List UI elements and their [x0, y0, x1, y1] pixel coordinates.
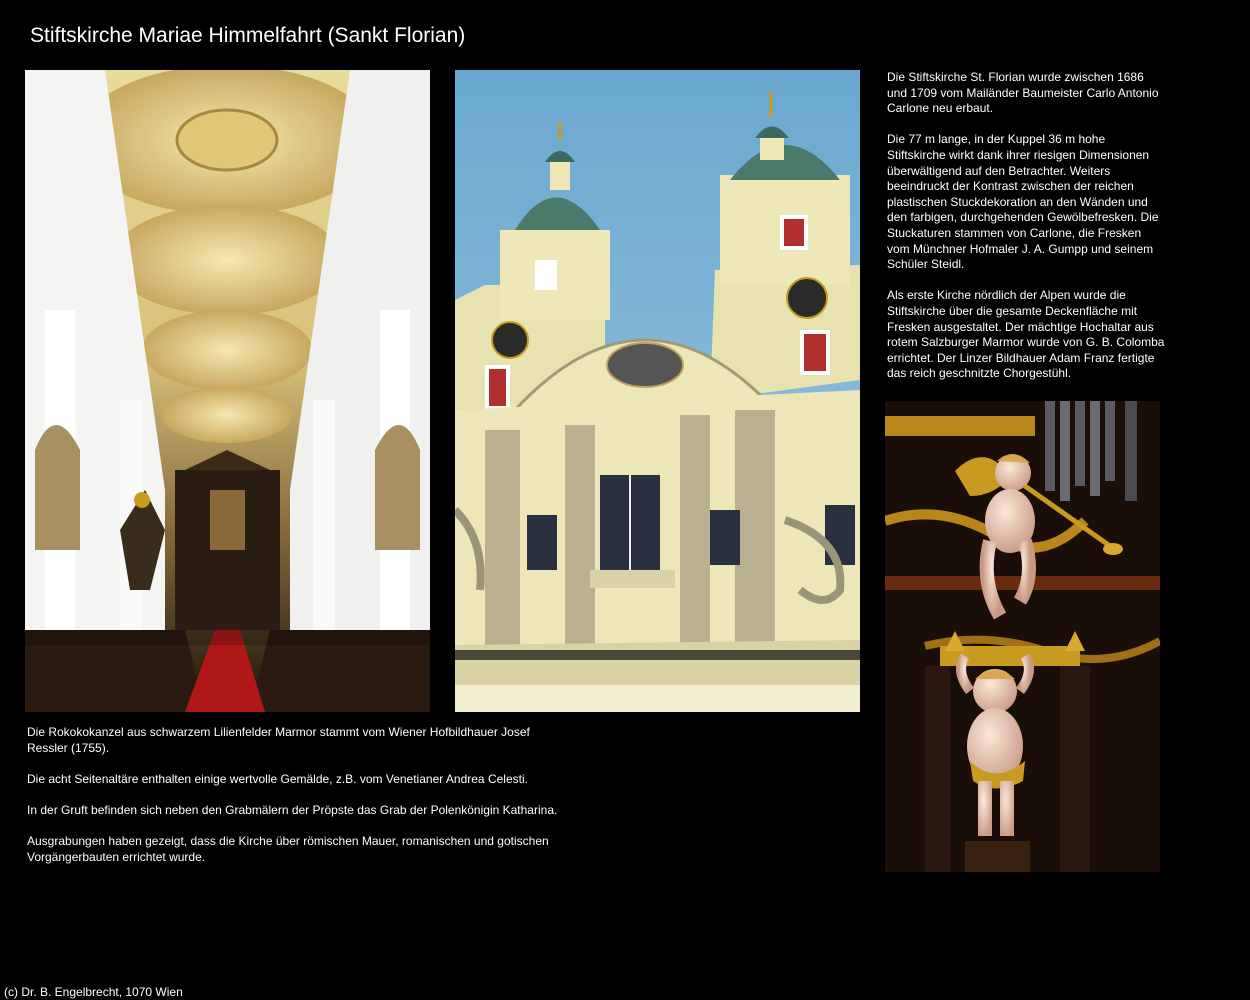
paragraph-history: Die Stiftskirche St. Florian wurde zwischen 1686 und 1709 vom Mailänder Baumeister Carlo Antonio Carlone neu erbaut.: [887, 70, 1159, 116]
description-bottom: [27, 725, 562, 881]
paragraph-side-altars: Die acht Seitenaltäre enthalten einige wertvolle Gemälde, z.B. vom Venetianer Andrea Celesti.: [27, 771, 528, 786]
paragraph-excavations: Ausgrabungen haben gezeigt, dass die Kirche über römischen Mauer, romanischen und gotischen Vorgängerbauten errichtet wurde.: [27, 834, 549, 864]
photo-church-interior[interactable]: [25, 70, 430, 712]
copyright-footer: (c) Dr. B. Engelbrecht, 1070 Wien: [4, 985, 183, 999]
page-title: Stiftskirche Mariae Himmelfahrt (Sankt Florian): [30, 24, 466, 47]
photo-carved-angels[interactable]: [885, 401, 1160, 872]
paragraph-dimensions: Die 77 m lange, in der Kuppel 36 m hohe Stiftskirche wirkt dank ihrer riesigen Dimensionen überwältigend auf den Betrachter. Weiters beeindruckt der Kontrast zwischen der reichen plastischen Stuckdekoration an den Wänden und den farbigen, durchgehenden Gewölbefresken. Die Stuckaturen stammen von Carlone, die Fresken vom Münchner Hofmaler J. A. Gumpp und seinem Schüler Steidl.: [887, 132, 1159, 272]
photo-church-facade[interactable]: [455, 70, 860, 712]
description-right: [887, 70, 1167, 397]
paragraph-frescoes: Als erste Kirche nördlich der Alpen wurde die Stiftskirche über die gesamte Deckenfläche mit Fresken ausgestaltet. Der mächtige Hochaltar aus rotem Salzburger Marmor wurde von G. B. Colomba errichtet. Der Linzer Bildhauer Adam Franz fertigte das reich geschnitzte Chorgestühl.: [887, 288, 1165, 381]
paragraph-pulpit: Die Rokokokanzel aus schwarzem Lilienfelder Marmor stammt vom Wiener Hofbildhauer Josef Ressler (1755).: [27, 725, 530, 755]
paragraph-crypt: In der Gruft befinden sich neben den Grabmälern der Pröpste das Grab der Polenkönigin Katharina.: [27, 802, 558, 817]
